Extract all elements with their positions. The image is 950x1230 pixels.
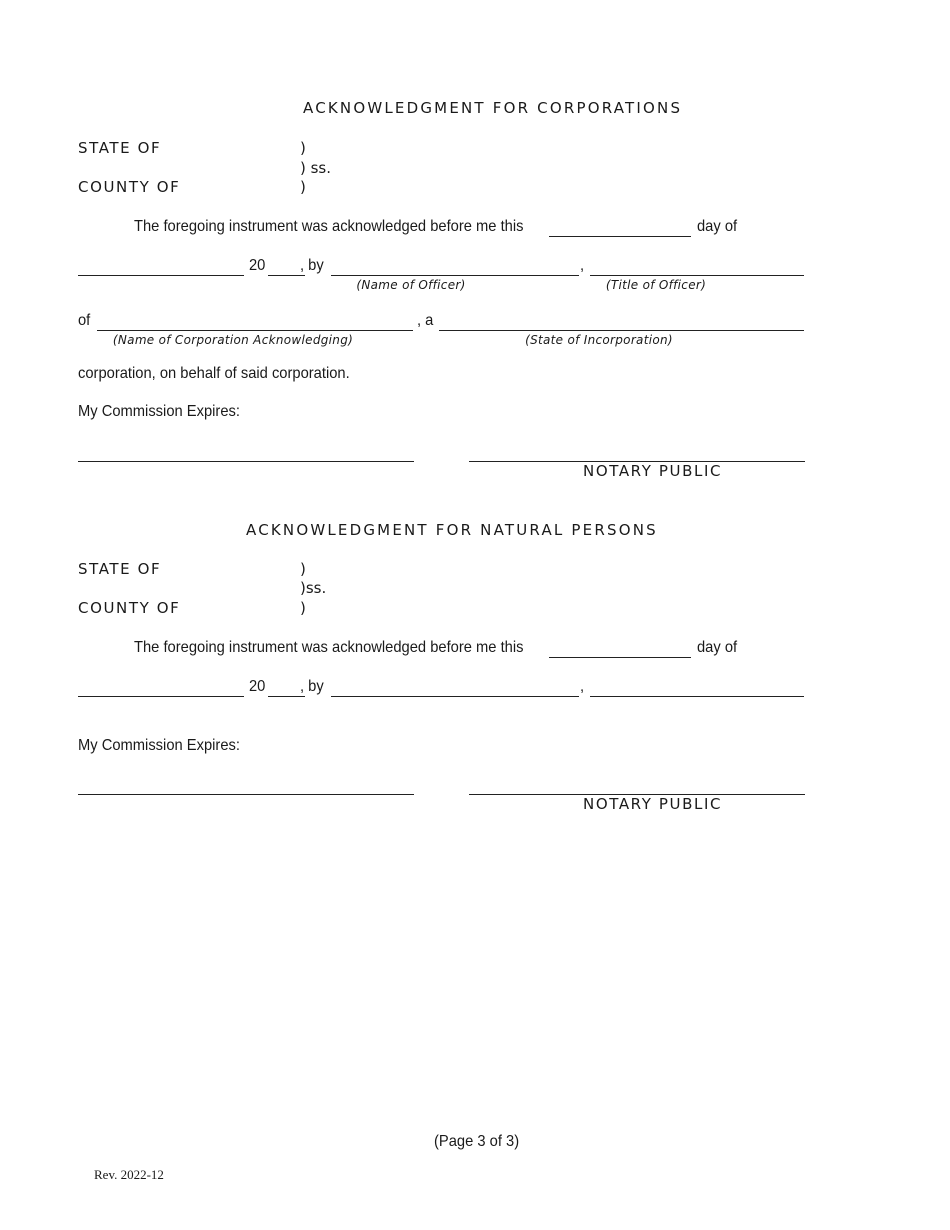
revision-label: Rev. 2022-12 — [94, 1167, 164, 1182]
year-prefix: 20 — [249, 257, 266, 274]
venue-ss: ) ss. — [300, 159, 332, 177]
natural-persons-title: ACKNOWLEDGMENT FOR NATURAL PERSONS — [246, 521, 658, 539]
day-blank[interactable] — [549, 236, 691, 237]
state-of-incorporation-blank[interactable] — [439, 330, 804, 331]
notary-public-label: NOTARY PUBLIC — [583, 462, 723, 480]
second-person-blank[interactable] — [590, 696, 804, 697]
officer-title-blank[interactable] — [590, 275, 804, 276]
venue-paren: ) — [300, 139, 306, 157]
day-of-label: day of — [697, 218, 738, 235]
state-of-label: STATE OF — [78, 560, 162, 578]
comma: , — [580, 257, 585, 274]
commission-expires-blank[interactable] — [78, 461, 414, 462]
venue-paren: ) — [300, 599, 306, 617]
year-prefix: 20 — [249, 678, 266, 695]
venue-ss: )ss. — [300, 579, 327, 597]
by-label: , by — [300, 678, 324, 695]
month-blank[interactable] — [78, 275, 244, 276]
page-indicator: (Page 3 of 3) — [434, 1133, 520, 1150]
commission-expires-label: My Commission Expires: — [78, 737, 240, 754]
year-blank[interactable] — [268, 275, 305, 276]
officer-name-caption: (Name of Officer) — [356, 278, 466, 292]
comma: , — [580, 678, 585, 695]
month-blank[interactable] — [78, 696, 244, 697]
venue-paren: ) — [300, 178, 306, 196]
corporation-name-blank[interactable] — [97, 330, 413, 331]
commission-expires-blank[interactable] — [78, 794, 414, 795]
a-label: , a — [417, 312, 434, 329]
corporation-name-caption: (Name of Corporation Acknowledging) — [112, 333, 354, 347]
state-of-incorporation-caption: (State of Incorporation) — [525, 333, 673, 347]
acknowledged-text: The foregoing instrument was acknowledged before me this — [134, 218, 524, 235]
year-blank[interactable] — [268, 696, 305, 697]
notary-public-label: NOTARY PUBLIC — [583, 795, 723, 813]
commission-expires-label: My Commission Expires: — [78, 403, 240, 420]
by-label: , by — [300, 257, 324, 274]
acknowledged-text: The foregoing instrument was acknowledged before me this — [134, 639, 524, 656]
day-blank[interactable] — [549, 657, 691, 658]
behalf-text: corporation, on behalf of said corporation. — [78, 365, 350, 382]
state-of-label: STATE OF — [78, 139, 162, 157]
person-name-blank[interactable] — [331, 696, 579, 697]
venue-paren: ) — [300, 560, 306, 578]
officer-title-caption: (Title of Officer) — [605, 278, 707, 292]
of-label: of — [78, 312, 91, 329]
county-of-label: COUNTY OF — [78, 178, 181, 196]
corporations-title: ACKNOWLEDGMENT FOR CORPORATIONS — [303, 99, 683, 117]
day-of-label: day of — [697, 639, 738, 656]
officer-name-blank[interactable] — [331, 275, 579, 276]
county-of-label: COUNTY OF — [78, 599, 181, 617]
